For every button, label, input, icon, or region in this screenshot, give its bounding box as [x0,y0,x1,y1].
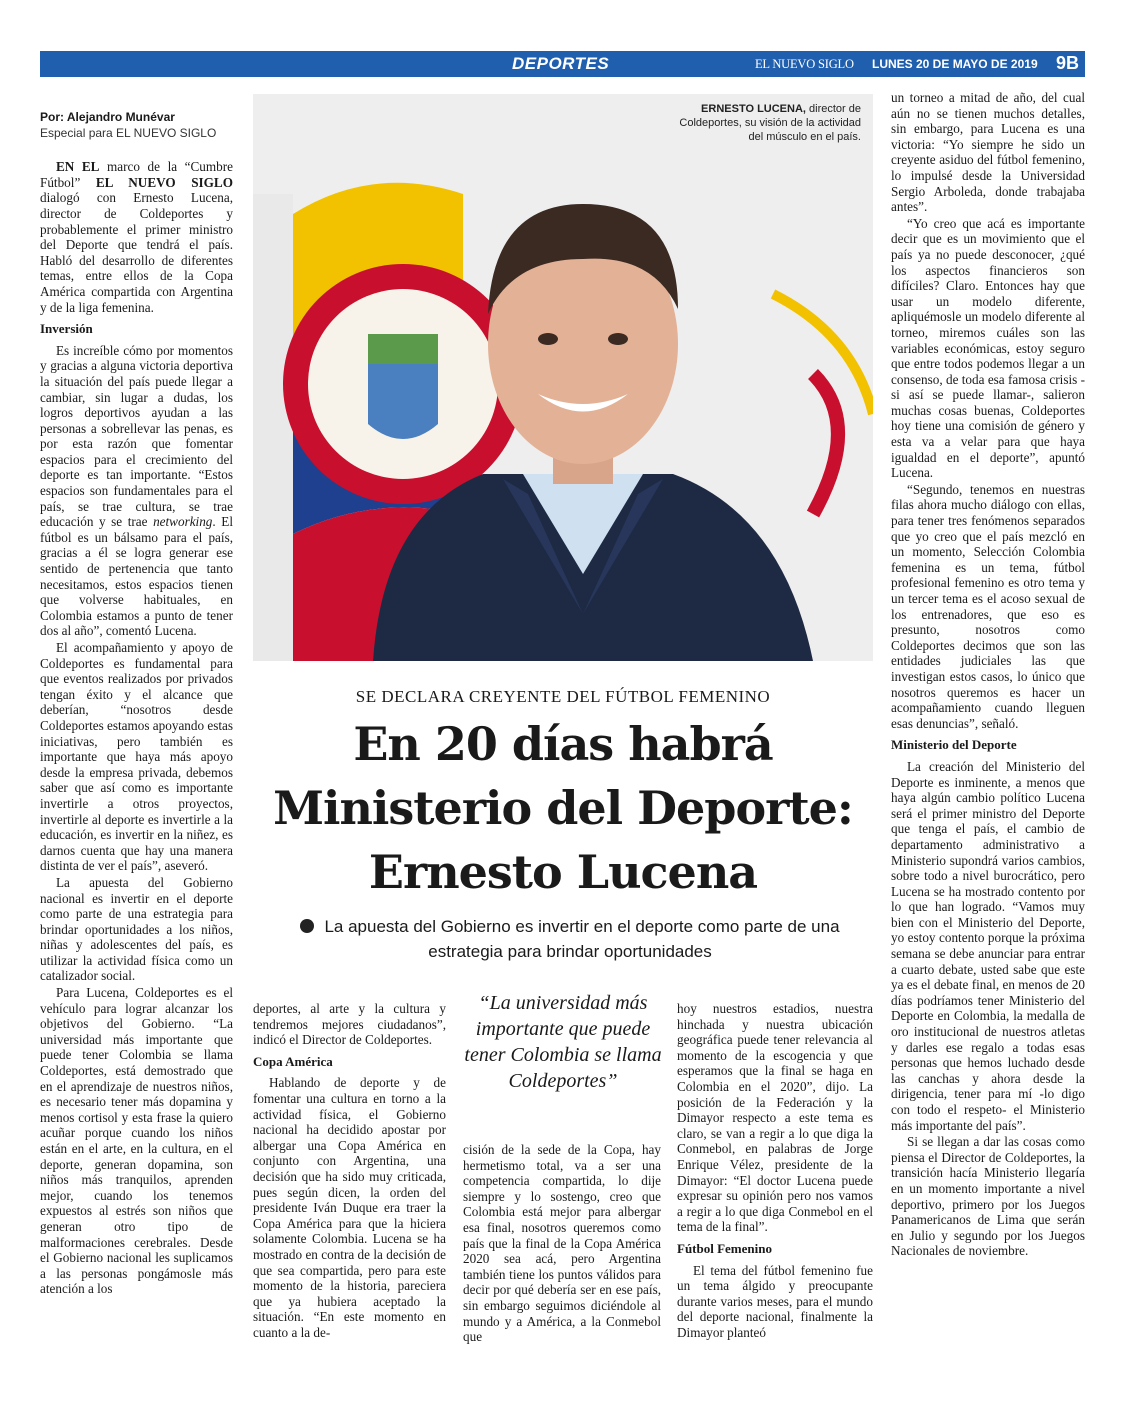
column-1 [40,110,233,1298]
paragraph: Es increíble cómo por momentos y gracias a alguna victoria deportiva la situación del país puede llegar a cambiar, sin lugar a dudas, los logros deportivos ayudan a las personas a sobrellevar las penas, es por esta razón que fomentar espacios para el crecimiento del deporte es tan importante. “Estos espacios son fundamentales para el país, se trae cultura, se trae educación y se trae networking. El fútbol es un bálsamo para el país, gracias a él se logra generar ese sentido de pertenencia que tanto necesitamos, estos espacios tienen que volverse habituales, en Colombia estamos a punto de tener dos al año”, comentó Lucena. [40,342,233,639]
paragraph: La apuesta del Gobierno nacional es invertir en el deporte como parte de una estrategia para brindar oportunidades a los niños, niñas y adolescentes del país, es utilizar la actividad física como un catalizador social. [40,874,233,984]
headline-line: En 20 días habrá [353,717,773,771]
photo-illustration [253,94,873,661]
bullet-icon [300,919,314,933]
paragraph: un torneo a mitad de año, del cual aún no se tienen muchos detalles, sin embargo, para Lucena es una victoria: “Yo siempre he sido un creyente asiduo del fútbol femenino, lo impulsé desde la Universidad Sergio Arboleda, donde trabajaba antes”. [891,90,1085,215]
subhead-copa-america: Copa América [253,1053,333,1069]
column-3 [463,1142,661,1346]
paragraph: “Segundo, tenemos en nuestras filas ahora mucho diálogo con ellas, para tener tres fenómenos separados que yo creo que el país mezcló en un momento, Selección Colombia femenina es un tema, fútbol profesional femenino es otro tema y un tercer tema es el acoso sexual de los entrenadores, que eso es presunto, nosotros como Coldeportes decimos que son las entidades judiciales las que investigan estos casos, lo único que nosotros queremos es hacer un acompañamiento cuando lleguen esas denuncias”, señaló. [891,481,1085,731]
newspaper-name: EL NUEVO SIGLO [755,57,854,71]
paragraph: Hablando de deporte y de fomentar una cultura en torno a la actividad física, el Gobierno nacional ha decidido apostar por albergar una Copa América en conjunto con Argentina, una decisión que ha sido muy criticada, pues según dicen, la orden del presidente Iván Duque era traer la Copa América para que la hiciera solamente Colombia. Lucena se ha mostrado en contra de la decisión de que sea compartida, pero para este momento de la historia, pareciera que ya hubiera aceptado la situación. “En este momento en cuanto a la de- [253,1075,446,1340]
deck: La apuesta del Gobierno es invertir en el deporte como parte de una estrategia para brindar oportunidades [300,914,840,964]
subhead-inversion: Inversión [40,321,93,337]
kicker: SE DECLARA CREYENTE DEL FÚTBOL FEMENINO [355,687,771,706]
subhead-ministerio: Ministerio del Deporte [891,737,1017,753]
issue-date: LUNES 20 DE MAYO DE 2019 [872,57,1038,71]
paragraph: Si se llegan a dar las cosas como piensa el Director de Coldeportes, la transición hacía Ministerio llegaría en un momento importante a nivel deportivo, primero por los Juegos Panamericanos de Lima que serán en Julio y segundo por los Juegos Nacionales de noviembre. [891,1134,1085,1259]
headline [253,712,873,904]
column-2 [253,1001,446,1341]
paragraph: El acompañamiento y apoyo de Coldeportes es fundamental para que eventos realizados por privados tengan éxito y el alcance que deberían, “nosotros desde Coldeportes estamos apoyando estas iniciativas, pero también es importante que haya más apoyo desde la empresa privada, debemos saber que así como es importante invertirle a otros proyectos, invertirle al deporte es invertirle a la educación, es invertir en la niñez, es darnos cuenta que hay una manera distinta de ver el país”, aseveró. [40,640,234,874]
lead-paragraph: EN EL marco de la “Cumbre Fútbol” EL NUEVO SIGLO dialogó con Ernesto Lucena, director de Coldeportes y probablemente el primer ministro del Deporte que tendrá el país. Habló del desarrollo de diferentes temas, entre ellos de la Copa América compartida con Argentina y de la liga femenina. [40,159,233,315]
paragraph: “Yo creo que acá es importante decir que es un movimiento que el país ya no puede desconocer, ¿qué los aspectos financieros son difíciles? Claro. Entonces hay que usar un modelo diferente, apliquémosle un modelo diferente al torneo, miremos cuáles son las variables económicas, estoy seguro que entre todos podemos llegar a un consenso, de toda esa famosa crisis -si así se puede llamar-, salieron muchas cosas buenas, Coldeportes hoy tiene una comisión de género y esta va a velar para que haya igualdad en el deporte”, apuntó Lucena. [891,215,1085,481]
headline-line: Ernesto Lucena [368,845,758,899]
paragraph: Para Lucena, Coldeportes es el vehículo para lograr alcanzar los objetivos del Gobierno. “La universidad más importante que puede tener Colombia se llama Coldeportes, está demostrado que en el aprendizaje de nuestros niños, es necesario tener más dopamina y menos cortisol y esta frase la quiero acuñar porque cuando los niños están en el arte, en la cultura, en el deporte, generan dopamina, son niños más tranquilos, aprenden mejor, cuando los tenemos expuestos al estrés son niños que generan otro tipo de malformaciones cerebrales. Desde el Gobierno nacional les suplicamos a las personas pongámosle más atención a los [40,985,233,1297]
paragraph: La creación del Ministerio del Deporte es inminente, a menos que haya algún cambio político Lucena será el primer ministro del Deporte que tenga el país, el cambio de departamento administrativo a Ministerio supondrá varios cambios, sobre todo a nivel burocrático, pero Lucena se ha mostrado contento por lo que han logrado. “Vamos muy bien con el Ministerio del Deporte, yo estoy contento porque la próxima semana se debe anunciar para entrar a cuarto debate, usted sabe que este ya es el debate final, en menos de 20 días podríamos tener Ministerio del Deporte en Colombia, la medalla de oro institucional de nuestros atletas y darles ese regalo a todas esas personas que hemos luchado desde las canchas y ahora desde la dirigencia, tener para mí -lo digo con todo el respeto- el Ministerio más importante del país”. [891,758,1085,1133]
pull-quote: “La universidad más importante que puede tener Colombia se llama Coldeportes” [464,992,662,1092]
subhead-futbol-femenino: Fútbol Femenino [677,1240,772,1256]
headline-line: Ministerio del Deporte: [273,781,853,835]
photo-caption: ERNESTO LUCENA, director de Coldeportes, su visión de la actividad del músculo en el país. [679,103,861,143]
page-number: 9B [1056,53,1080,73]
paragraph: El tema del fútbol femenino fue un tema álgido y preocupante durante varios meses, para el mundo del deporte nacional, finalmente la Dimayor planteó [677,1262,873,1340]
paragraph: cisión de la sede de la Copa, hay hermetismo total, va a ser una competencia compartida, lo dije siempre y lo sostengo, creo que Colombia está mejor para albergar esa final, nosotros queremos como país que la final de la Copa América 2020 sea acá, pero Argentina también tiene los puntos válidos para decir por qué debería ser en ese país, sin embargo seguimos diciéndole al mundo y a América, a la Conmebol que [463,1142,661,1345]
byline-role: Especial para EL NUEVO SIGLO [40,125,217,140]
section-label: DEPORTES [512,54,610,73]
paragraph: deportes, al arte y la cultura y tendremos mejores ciudadanos”, indicó el Director de Coldeportes. [253,1001,446,1048]
column-4 [677,1001,873,1341]
paragraph: hoy nuestros estadios, nuestra hinchada y nuestra ubicación geográfica puede tener relevancia al momento de la escogencia y que esperamos que la final se haga en Colombia en el 2020”, dijo. La posición de la Federación y la Dimayor respecto a este tema es claro, se van a regir a lo que diga la Conmebol, en palabras de Jorge Enrique Vélez, presidente de la Dimayor: “El doctor Lucena puede expresar su opinión pero nos vamos a regir a lo que diga Conmebol en el tema de la final”. [677,1001,873,1235]
byline-author: Por: Alejandro Munévar [40,110,175,124]
column-5 [891,90,1085,1260]
portrait-photo [253,94,873,661]
